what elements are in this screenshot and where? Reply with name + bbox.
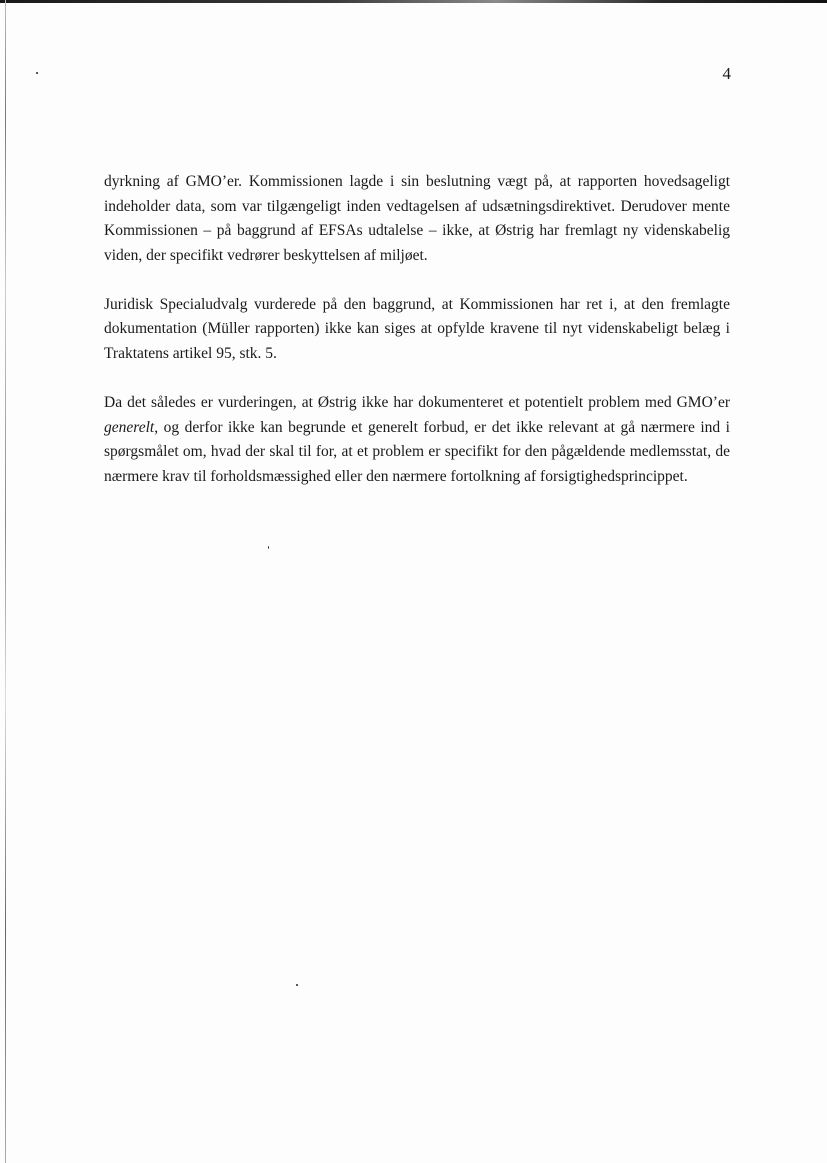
scan-speck	[36, 72, 38, 74]
scan-speck	[296, 984, 298, 986]
scan-left-edge	[5, 0, 6, 1163]
paragraph-3	[104, 391, 730, 489]
scan-speck	[268, 546, 269, 549]
paragraph-3-after: , og derfor ikke kan begrunde et generelt forbud, er det ikke relevant at gå nærmere ind i spørgsmålet om, hvad der skal til for, at et problem er specifikt for den pågældende medlemsstat, de nærmere krav til forholdsmæssighed eller den nærmere fortolkning af forsigtighedsprincippet.	[104, 418, 730, 485]
paragraph-1: dyrkning af GMO’er. Kommissionen lagde i sin beslutning vægt på, at rapporten hovedsageligt indeholder data, som var tilgængeligt inden vedtagelsen af udsætningsdirektivet. Derudover mente Kommissionen – på baggrund af EFSAs udtalelse – ikke, at Østrig har fremlagt ny videnskabelig viden, der specifikt vedrører beskyttelsen af miljøet.	[104, 173, 730, 264]
page-number: 4	[722, 64, 731, 83]
paragraph-3-emphasis: generelt	[104, 418, 155, 436]
paragraph-3-before: Da det således er vurderingen, at Østrig ikke har dokumenteret et potentielt problem med GMO’er	[104, 394, 730, 412]
scan-top-edge	[0, 0, 827, 3]
paragraph-2: Juridisk Specialudvalg vurderede på den baggrund, at Kommissionen har ret i, at den fremlagte dokumentation (Müller rapporten) ikke kan siges at opfylde kravene til nyt videnskabeligt belæg i Traktatens artikel 95, stk. 5.	[104, 295, 730, 363]
body-text	[104, 170, 730, 514]
